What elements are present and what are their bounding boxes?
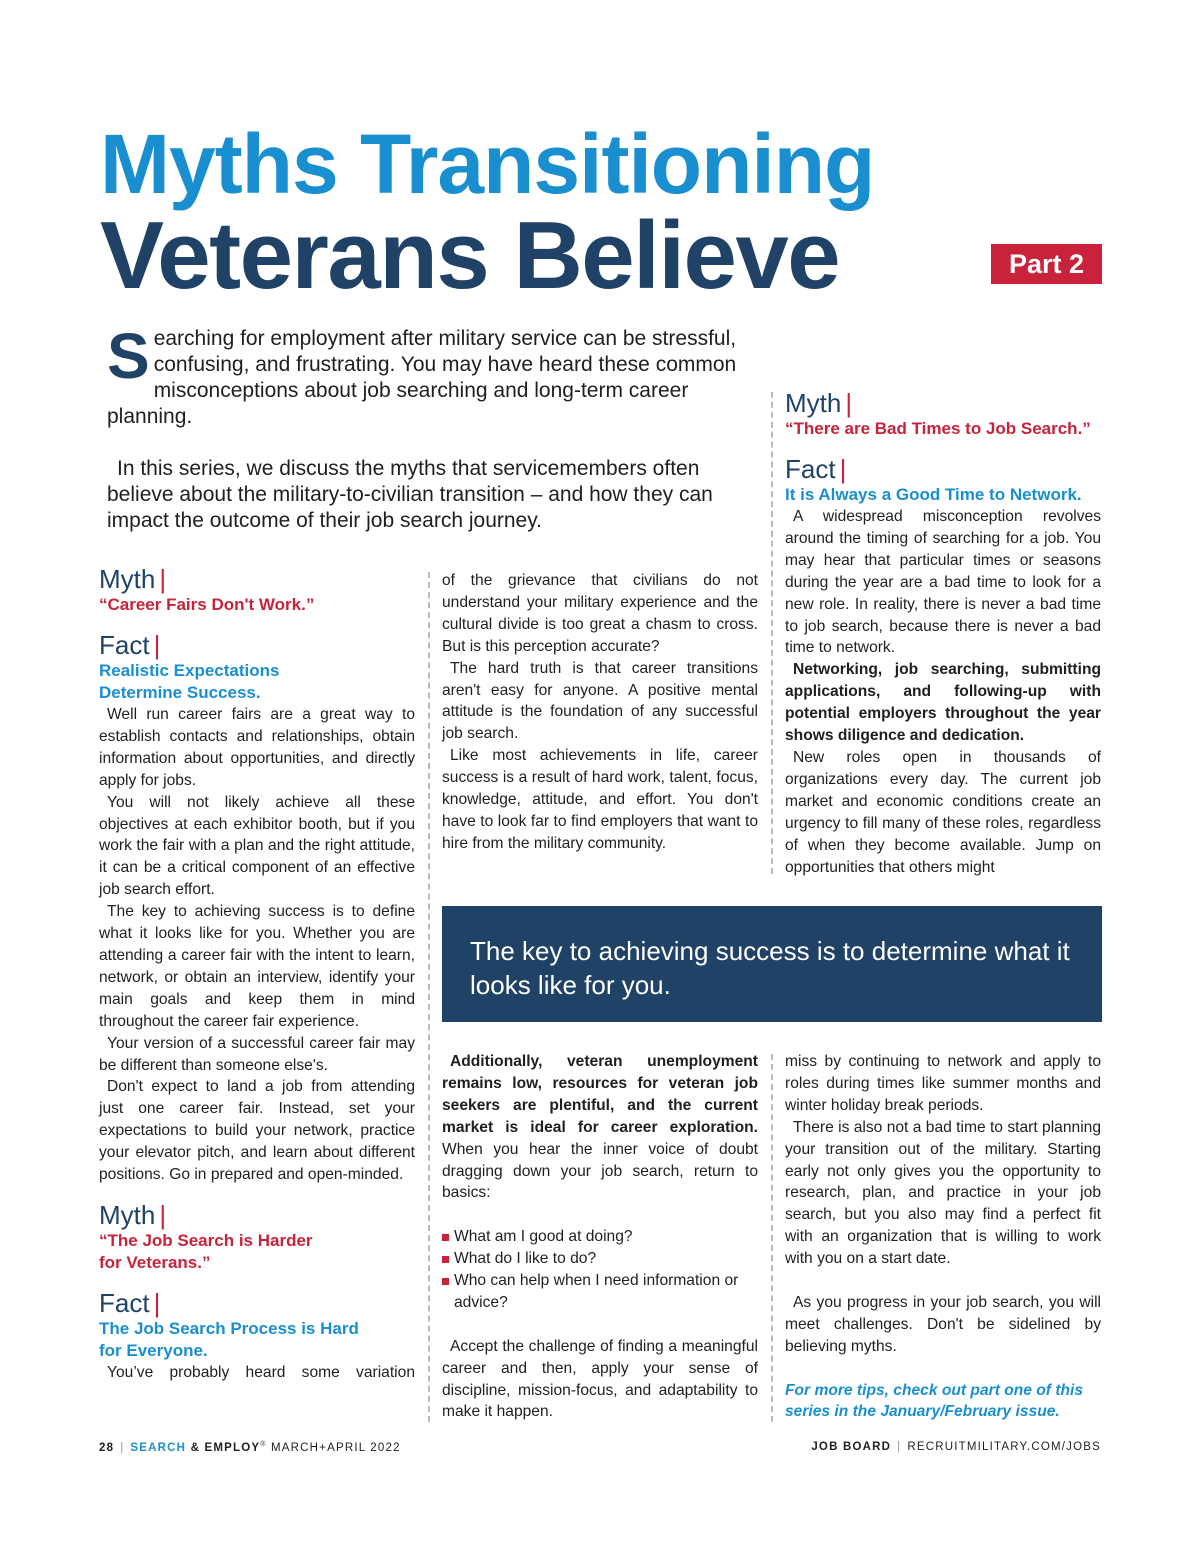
magazine-name-search: SEARCH bbox=[130, 1441, 187, 1454]
intro-paragraph-1 bbox=[107, 320, 757, 430]
fact-statement-3: It is Always a Good Time to Network. bbox=[785, 485, 1082, 504]
footer-right: JOB BOARD | RECRUITMILITARY.COM/JOBS bbox=[811, 1441, 1101, 1453]
registered-mark: ® bbox=[260, 1441, 267, 1448]
column-divider-2-top bbox=[771, 392, 773, 874]
page-number: 28 bbox=[99, 1441, 115, 1454]
fact-statement-1b: Determine Success. bbox=[99, 683, 261, 702]
body-paragraph: Like most achievements in life, career success is a result of hard work, talent, focus, knowledge, attitude, and effort. You don't have to look far to find employers that want to hire from the military community. bbox=[442, 747, 758, 852]
intro bbox=[107, 320, 757, 534]
body-paragraph: A widespread misconception revolves around the timing of searching for a job. You may hear that particular times or seasons during the year are a bad time to look for a new role. In reality, there is never a bad time to job search, because there is never a bad time to network. bbox=[785, 508, 1101, 657]
section-name: JOB BOARD bbox=[811, 1441, 892, 1453]
myth-quote-3: “There are Bad Times to Job Search.” bbox=[785, 419, 1091, 438]
fact-heading-1: Fact | bbox=[99, 630, 161, 660]
myth-quote-2b: for Veterans.” bbox=[99, 1252, 211, 1272]
body-paragraph: The hard truth is that career transitions aren't easy for anyone. A positive mental attitude is the foundation of any successful job search. bbox=[442, 659, 758, 743]
tip-text: For more tips, check out part one of this series in the January/February issue. bbox=[785, 1381, 1084, 1421]
question-list bbox=[442, 1226, 758, 1314]
column-3-top bbox=[785, 388, 1101, 878]
fact-heading-3: Fact | bbox=[785, 454, 847, 484]
fact-statement-1a: Realistic Expectations bbox=[99, 661, 280, 680]
body-paragraph: miss by continuing to network and apply to roles during times like summer months and winter holiday break periods. bbox=[785, 1053, 1101, 1114]
intro-paragraph-2: In this series, we discuss the myths that servicemembers often believe about the military-to-civilian transition – and how they can impact the outcome of their job search journey. bbox=[107, 457, 713, 532]
issue-date: MARCH+APRIL 2022 bbox=[271, 1441, 401, 1454]
title-line-1: Myths Transitioning bbox=[100, 117, 875, 211]
intro-paragraph-1-text: earching for employment after military service can be stressful, confusing, and frustrating. You may have heard these common misconceptions about job searching and long-term career planning. bbox=[107, 327, 737, 428]
body-paragraph: As you progress in your job search, you will meet challenges. Don't be sidelined by believing myths. bbox=[785, 1293, 1101, 1355]
pull-quote: The key to achieving success is to determine what it looks like for you. bbox=[442, 906, 1102, 1022]
body-paragraph: The key to achieving success is to define what it looks like for you. Whether you are attending a career fair with the intent to learn, network, or obtain an interview, identify your main goals and keep them in mind throughout the career fair experience. bbox=[99, 903, 415, 1030]
column-1 bbox=[99, 564, 415, 1384]
magazine-name-employ: & EMPLOY bbox=[190, 1441, 261, 1454]
body-paragraph: There is also not a bad time to start planning your transition out of the military. Starting early not only gives you the opportunity to research, plan, and practice in your job search, but you also may find a perfect fit with an organization that is willing to work with you on a start date. bbox=[785, 1118, 1101, 1268]
body-paragraph: New roles open in thousands of organizations every day. The current job market and economic conditions create an urgency to fill many of these roles, regardless of when they become available. Jump on opportunities that others might bbox=[785, 748, 1101, 876]
footer-url: RECRUITMILITARY.COM/JOBS bbox=[907, 1441, 1101, 1453]
myth-quote-1: “Career Fairs Don't Work.” bbox=[99, 595, 315, 614]
column-3-bottom bbox=[785, 1051, 1101, 1423]
myth-quote-2a: “The Job Search is Harder bbox=[99, 1230, 313, 1250]
list-item: What do I like to do? bbox=[442, 1248, 758, 1270]
body-paragraph: Additionally, veteran unemployment remains low, resources for veteran job seekers are plentiful, and the current market is ideal for career exploration. When you hear the inner voice of doubt dragging down your job search, return to basics: bbox=[442, 1053, 758, 1202]
list-item: What am I good at doing? bbox=[442, 1226, 758, 1248]
body-paragraph: You will not likely achieve all these objectives at each exhibitor booth, but if you work the fair with a plan and the right attitude, it can be a critical component of an effective job search effort. bbox=[99, 793, 415, 899]
body-paragraph: of the grievance that civilians do not understand your military experience and the cultural divide is too great a chasm to cross. But is this perception accurate? bbox=[442, 572, 758, 655]
body-paragraph: Don't expect to land a job from attending just one career fair. Instead, set your expectations to build your network, practice your elevator pitch, and learn about different positions. Go in prepared and open-minded. bbox=[99, 1078, 415, 1184]
fact-heading-2: Fact | bbox=[99, 1287, 161, 1318]
fact-statement-2b: for Everyone. bbox=[99, 1340, 208, 1360]
myth-heading-1: Myth | bbox=[99, 564, 167, 594]
body-paragraph: You’ve probably heard some variation bbox=[107, 1363, 415, 1381]
list-item: Who can help when I need information or advice? bbox=[442, 1270, 758, 1314]
body-paragraph-bold: Networking, job searching, submitting applications, and following-up with potential employers throughout the year shows diligence and dedication. bbox=[785, 661, 1101, 745]
column-divider-2-bottom bbox=[771, 1054, 773, 1422]
part-badge: Part 2 bbox=[991, 244, 1102, 284]
body-paragraph: Accept the challenge of finding a meaningful career and then, apply your sense of discipline, mission-focus, and adaptability to make it happen. bbox=[442, 1337, 758, 1421]
title-line-2: Veterans Believe bbox=[100, 202, 840, 309]
myth-heading-3: Myth | bbox=[785, 388, 853, 418]
footer-left: 28 | SEARCH & EMPLOY® MARCH+APRIL 2022 bbox=[99, 1441, 401, 1454]
drop-cap: S bbox=[107, 320, 150, 392]
myth-heading-2: Myth | bbox=[99, 1199, 167, 1230]
body-paragraph: Well run career fairs are a great way to establish contacts and relationships, obtain information about opportunities, and directly apply for jobs. bbox=[99, 706, 415, 789]
fact-statement-2a: The Job Search Process is Hard bbox=[99, 1318, 359, 1338]
column-2-top bbox=[442, 570, 758, 855]
column-2-bottom bbox=[442, 1051, 758, 1423]
column-divider-1 bbox=[428, 572, 430, 1422]
body-paragraph: Your version of a successful career fair may be different than someone else's. bbox=[99, 1034, 415, 1074]
